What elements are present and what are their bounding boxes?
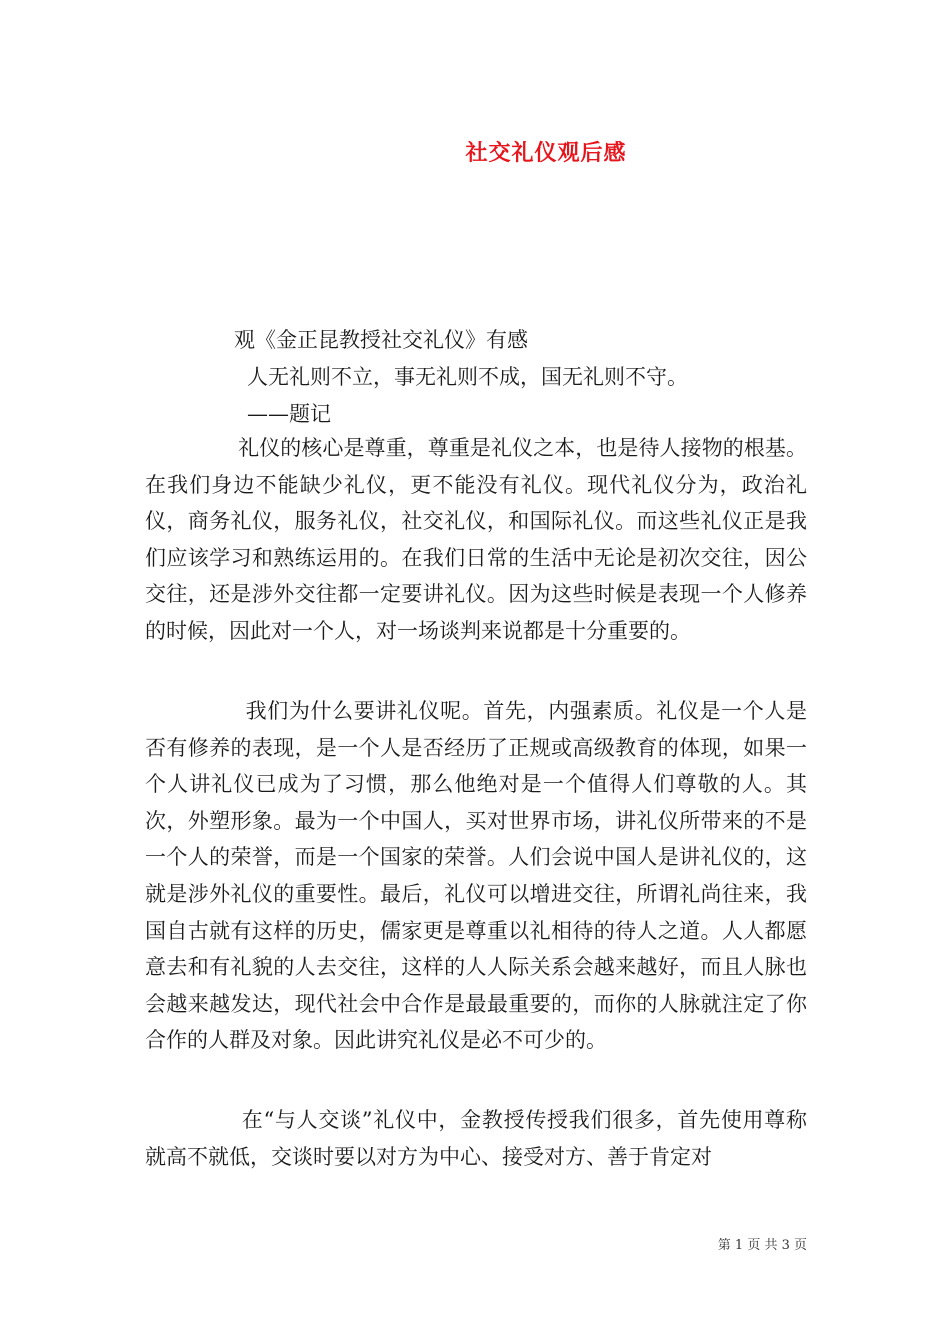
paragraph-2-text: 我们为什么要讲礼仪呢。首先，内强素质。礼仪是一个人是否有修养的表现，是一个人是否经历了正规或高级教育的体现，如果一个人讲礼仪已成为了习惯，那么他绝对是一个值得人们尊敬的人。其次，外塑形象。最为一个中国人，买对世界市场，讲礼仪所带来的不是一个人的荣誉，而是一个国家的荣誉。人们会说中国人是讲礼仪的，这就是涉外礼仪的重要性。最后，礼仪可以增进交往，所谓礼尚往来，我国自古就有这样的历史，儒家更是尊重以礼相待的待人之道。人人都愿意去和有礼貌的人去交往，这样的人人际关系会越来越好，而且人脉也会越来越发达，现代社会中合作是最最重要的，而你的人脉就注定了你合作的人群及对象。因此讲究礼仪是必不可少的。 [145,699,807,1053]
document-subtitle: 观《金正昆教授社交礼仪》有感 [234,328,528,352]
paragraph-3-text: 在“与人交谈”礼仪中，金教授传授我们很多，首先使用尊称就高不就低，交谈时要以对方为中心、接受对方、善于肯定对 [145,1108,807,1169]
page-footer: 第 1 页 共 3 页 [717,1238,807,1253]
paragraph-2 [145,693,807,1059]
paragraph-1-text: 礼仪的核心是尊重，尊重是礼仪之本，也是待人接物的根基。在我们身边不能缺少礼仪，更不能没有礼仪。现代礼仪分为，政治礼仪，商务礼仪，服务礼仪，社交礼仪，和国际礼仪。而这些礼仪正是我们应该学习和熟练运用的。在我们日常的生活中无论是初次交往，因公交往，还是涉外交往都一定要讲礼仪。因为这些时候是表现一个人修养的时候，因此对一个人，对一场谈判来说都是十分重要的。 [145,436,807,643]
motto-source: ——题记 [247,402,331,426]
paragraph-3 [145,1102,807,1175]
paragraph-1 [145,430,807,650]
page-title: 社交礼仪观后感 [465,140,627,166]
motto: 人无礼则不立，事无礼则不成，国无礼则不守。 [247,365,688,389]
